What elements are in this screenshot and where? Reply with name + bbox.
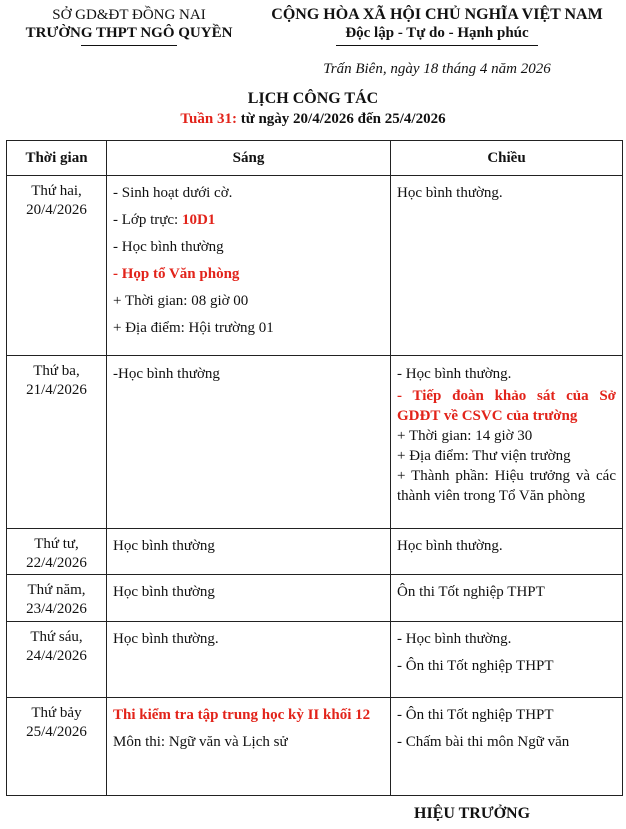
list-item: + Thành phần: Hiệu trưởng và các thành viên trong Tổ Văn phòng [397, 468, 616, 504]
table-row [7, 698, 623, 796]
day-name: Thứ sáu, [30, 629, 83, 645]
week-range: từ ngày 20/4/2026 đến 25/4/2026 [236, 111, 446, 127]
day-date: 24/4/2026 [26, 648, 87, 664]
page-title: LỊCH CÔNG TÁC [247, 90, 379, 107]
day-date: 22/4/2026 [26, 555, 87, 571]
list-item: Ôn thi Tốt nghiệp THPT [397, 584, 545, 600]
afternoon-cell [391, 622, 623, 698]
signer-title: HIỆU TRƯỞNG [414, 805, 531, 822]
duty-class-value: 10D1 [181, 212, 216, 228]
afternoon-cell [391, 698, 623, 796]
day-name: Thứ năm, [27, 582, 86, 598]
list-item [113, 207, 384, 234]
list-item: + Thời gian: 08 giờ 00 [113, 293, 249, 309]
list-item: Học bình thường. [397, 538, 503, 554]
morning-cell [107, 698, 391, 796]
list-item: Học bình thường [113, 584, 215, 600]
morning-cell [107, 176, 391, 356]
list-item: Thi kiểm tra tập trung học kỳ II khối 12 [113, 707, 371, 723]
week-number: Tuần 31: [180, 111, 237, 127]
nation-title: CỘNG HÒA XÃ HỘI CHỦ NGHĨA VIỆT NAM [271, 6, 603, 23]
morning-cell [107, 622, 391, 698]
list-item: -Học bình thường [113, 366, 220, 382]
list-item: Môn thi: Ngữ văn và Lịch sử [113, 734, 288, 750]
page-subtitle [0, 111, 626, 128]
school-name: TRƯỜNG THPT NGÔ QUYỀN [25, 25, 233, 41]
day-date: 23/4/2026 [26, 601, 87, 617]
column-header-morning: Sáng [107, 141, 391, 176]
table-header-row [7, 141, 623, 176]
day-name: Thứ ba, [33, 363, 80, 379]
day-name: Thứ bảy [31, 705, 82, 721]
day-name: Thứ tư, [34, 536, 79, 552]
list-item: Học bình thường. [397, 185, 503, 201]
table-row [7, 356, 623, 529]
dateline: Trấn Biên, ngày 18 tháng 4 năm 2026 [323, 61, 551, 77]
header-right-divider [336, 45, 538, 46]
table-row [7, 622, 623, 698]
day-date: 25/4/2026 [26, 724, 87, 740]
afternoon-cell [391, 575, 623, 622]
column-header-time: Thời gian [7, 141, 107, 176]
table-row [7, 529, 623, 575]
list-item: - Ôn thi Tốt nghiệp THPT [397, 707, 554, 723]
day-name: Thứ hai, [31, 183, 82, 199]
list-item: - Học bình thường. [397, 631, 512, 647]
day-cell [7, 698, 107, 796]
day-date: 20/4/2026 [26, 202, 87, 218]
duty-class-label: - Lớp trực: [113, 212, 182, 228]
list-item: - Học bình thường. [397, 366, 512, 382]
list-item: + Địa điểm: Thư viện trường [397, 448, 571, 464]
nation-motto: Độc lập - Tự do - Hạnh phúc [345, 25, 529, 41]
day-cell [7, 176, 107, 356]
list-item: - Họp tổ Văn phòng [113, 266, 240, 282]
afternoon-cell [391, 176, 623, 356]
morning-cell [107, 529, 391, 575]
table-row [7, 575, 623, 622]
list-item: Học bình thường. [113, 631, 219, 647]
list-item: - Học bình thường [113, 239, 224, 255]
header-left [6, 6, 252, 46]
schedule-table [6, 140, 623, 796]
day-cell [7, 356, 107, 529]
afternoon-cell [391, 529, 623, 575]
afternoon-cell [391, 356, 623, 529]
list-item: - Tiếp đoàn khảo sát của Sở GDĐT về CSVC của trường [397, 388, 616, 424]
department-name: SỞ GD&ĐT ĐỒNG NAI [52, 7, 206, 23]
day-date: 21/4/2026 [26, 382, 87, 398]
header-right [252, 6, 622, 46]
list-item: - Ôn thi Tốt nghiệp THPT [397, 658, 554, 674]
list-item: + Thời gian: 14 giờ 30 [397, 428, 533, 444]
table-row [7, 176, 623, 356]
header-left-divider [81, 45, 177, 46]
day-cell [7, 529, 107, 575]
list-item: Học bình thường [113, 538, 215, 554]
day-cell [7, 575, 107, 622]
day-cell [7, 622, 107, 698]
column-header-afternoon: Chiều [391, 141, 623, 176]
list-item: - Chấm bài thi môn Ngữ văn [397, 734, 570, 750]
morning-cell [107, 575, 391, 622]
list-item: + Địa điểm: Hội trường 01 [113, 320, 274, 336]
morning-cell [107, 356, 391, 529]
list-item: - Sinh hoạt dưới cờ. [113, 185, 233, 201]
